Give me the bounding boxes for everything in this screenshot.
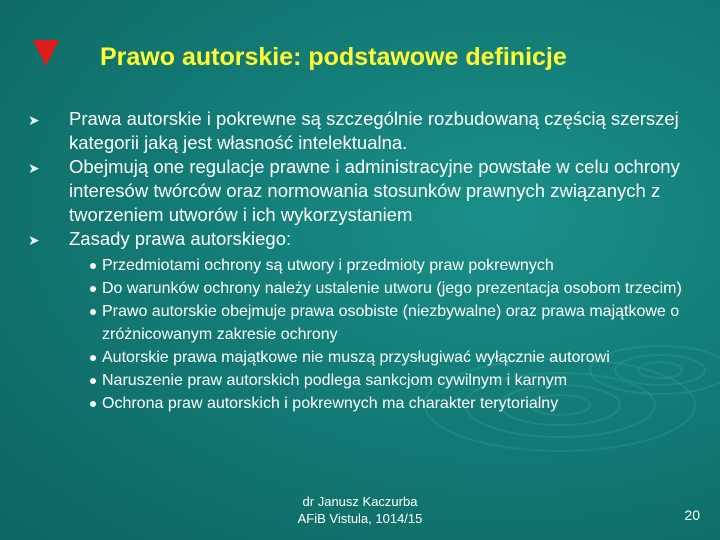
dot-bullet-icon	[90, 401, 96, 407]
author-name: dr Janusz Kaczurba	[302, 494, 418, 509]
sub-bullet-item	[36, 392, 698, 415]
dot-bullet-icon	[90, 263, 96, 269]
sub-bullet-item	[36, 346, 698, 369]
bullet-text: Zasady prawa autorskiego:	[69, 228, 292, 249]
sub-bullet-text: Prawo autorskie obejmuje prawa osobiste (niezbywalne) oraz prawa majątkowe o zróżnicowanym zakresie ochrony	[102, 303, 680, 343]
sub-bullet-list	[36, 254, 698, 415]
dot-bullet-icon	[90, 378, 96, 384]
arrow-bullet-icon: ➤	[28, 160, 40, 176]
bullet-text: Prawa autorskie i pokrewne są szczególnie rozbudowaną częścią szerszej kategorii jaką jest własność intelektualna.	[69, 108, 679, 153]
sub-bullet-text: Ochrona praw autorskich i pokrewnych ma charakter terytorialny	[102, 395, 559, 412]
dot-bullet-icon	[90, 309, 96, 315]
sub-bullet-item	[36, 254, 698, 277]
bullet-item	[28, 227, 698, 251]
sub-bullet-text: Naruszenie praw autorskich podlega sankcjom cywilnym i karnym	[102, 372, 568, 389]
bullet-item	[28, 107, 698, 155]
sub-bullet-item	[36, 369, 698, 392]
slide-title: Prawo autorskie: podstawowe definicje	[100, 43, 567, 71]
sub-bullet-text: Przedmiotami ochrony są utwory i przedmioty praw pokrewnych	[102, 257, 554, 274]
bullet-list	[28, 107, 698, 415]
page-number: 20	[684, 507, 700, 523]
dot-bullet-icon	[90, 355, 96, 361]
sub-bullet-text: Autorskie prawa majątkowe nie muszą przysługiwać wyłącznie autorowi	[102, 349, 610, 366]
sub-bullet-item	[36, 300, 698, 346]
triangle-down-icon	[33, 40, 59, 66]
bullet-text: Obejmują one regulacje prawne i administracyjne powstałe w celu ochrony interesów twórców oraz normowania stosunków prawnych związanych z tworzeniem utworów i ich wykorzystaniem	[69, 156, 680, 225]
sub-bullet-item	[36, 277, 698, 300]
arrow-bullet-icon: ➤	[28, 112, 40, 128]
footer-author	[250, 493, 470, 527]
dot-bullet-icon	[90, 286, 96, 292]
author-affiliation: AFiB Vistula, 1014/15	[297, 511, 423, 526]
arrow-bullet-icon: ➤	[28, 232, 40, 248]
bullet-item	[28, 155, 698, 227]
sub-bullet-text: Do warunków ochrony należy ustalenie utworu (jego prezentacja osobom trzecim)	[102, 280, 682, 297]
